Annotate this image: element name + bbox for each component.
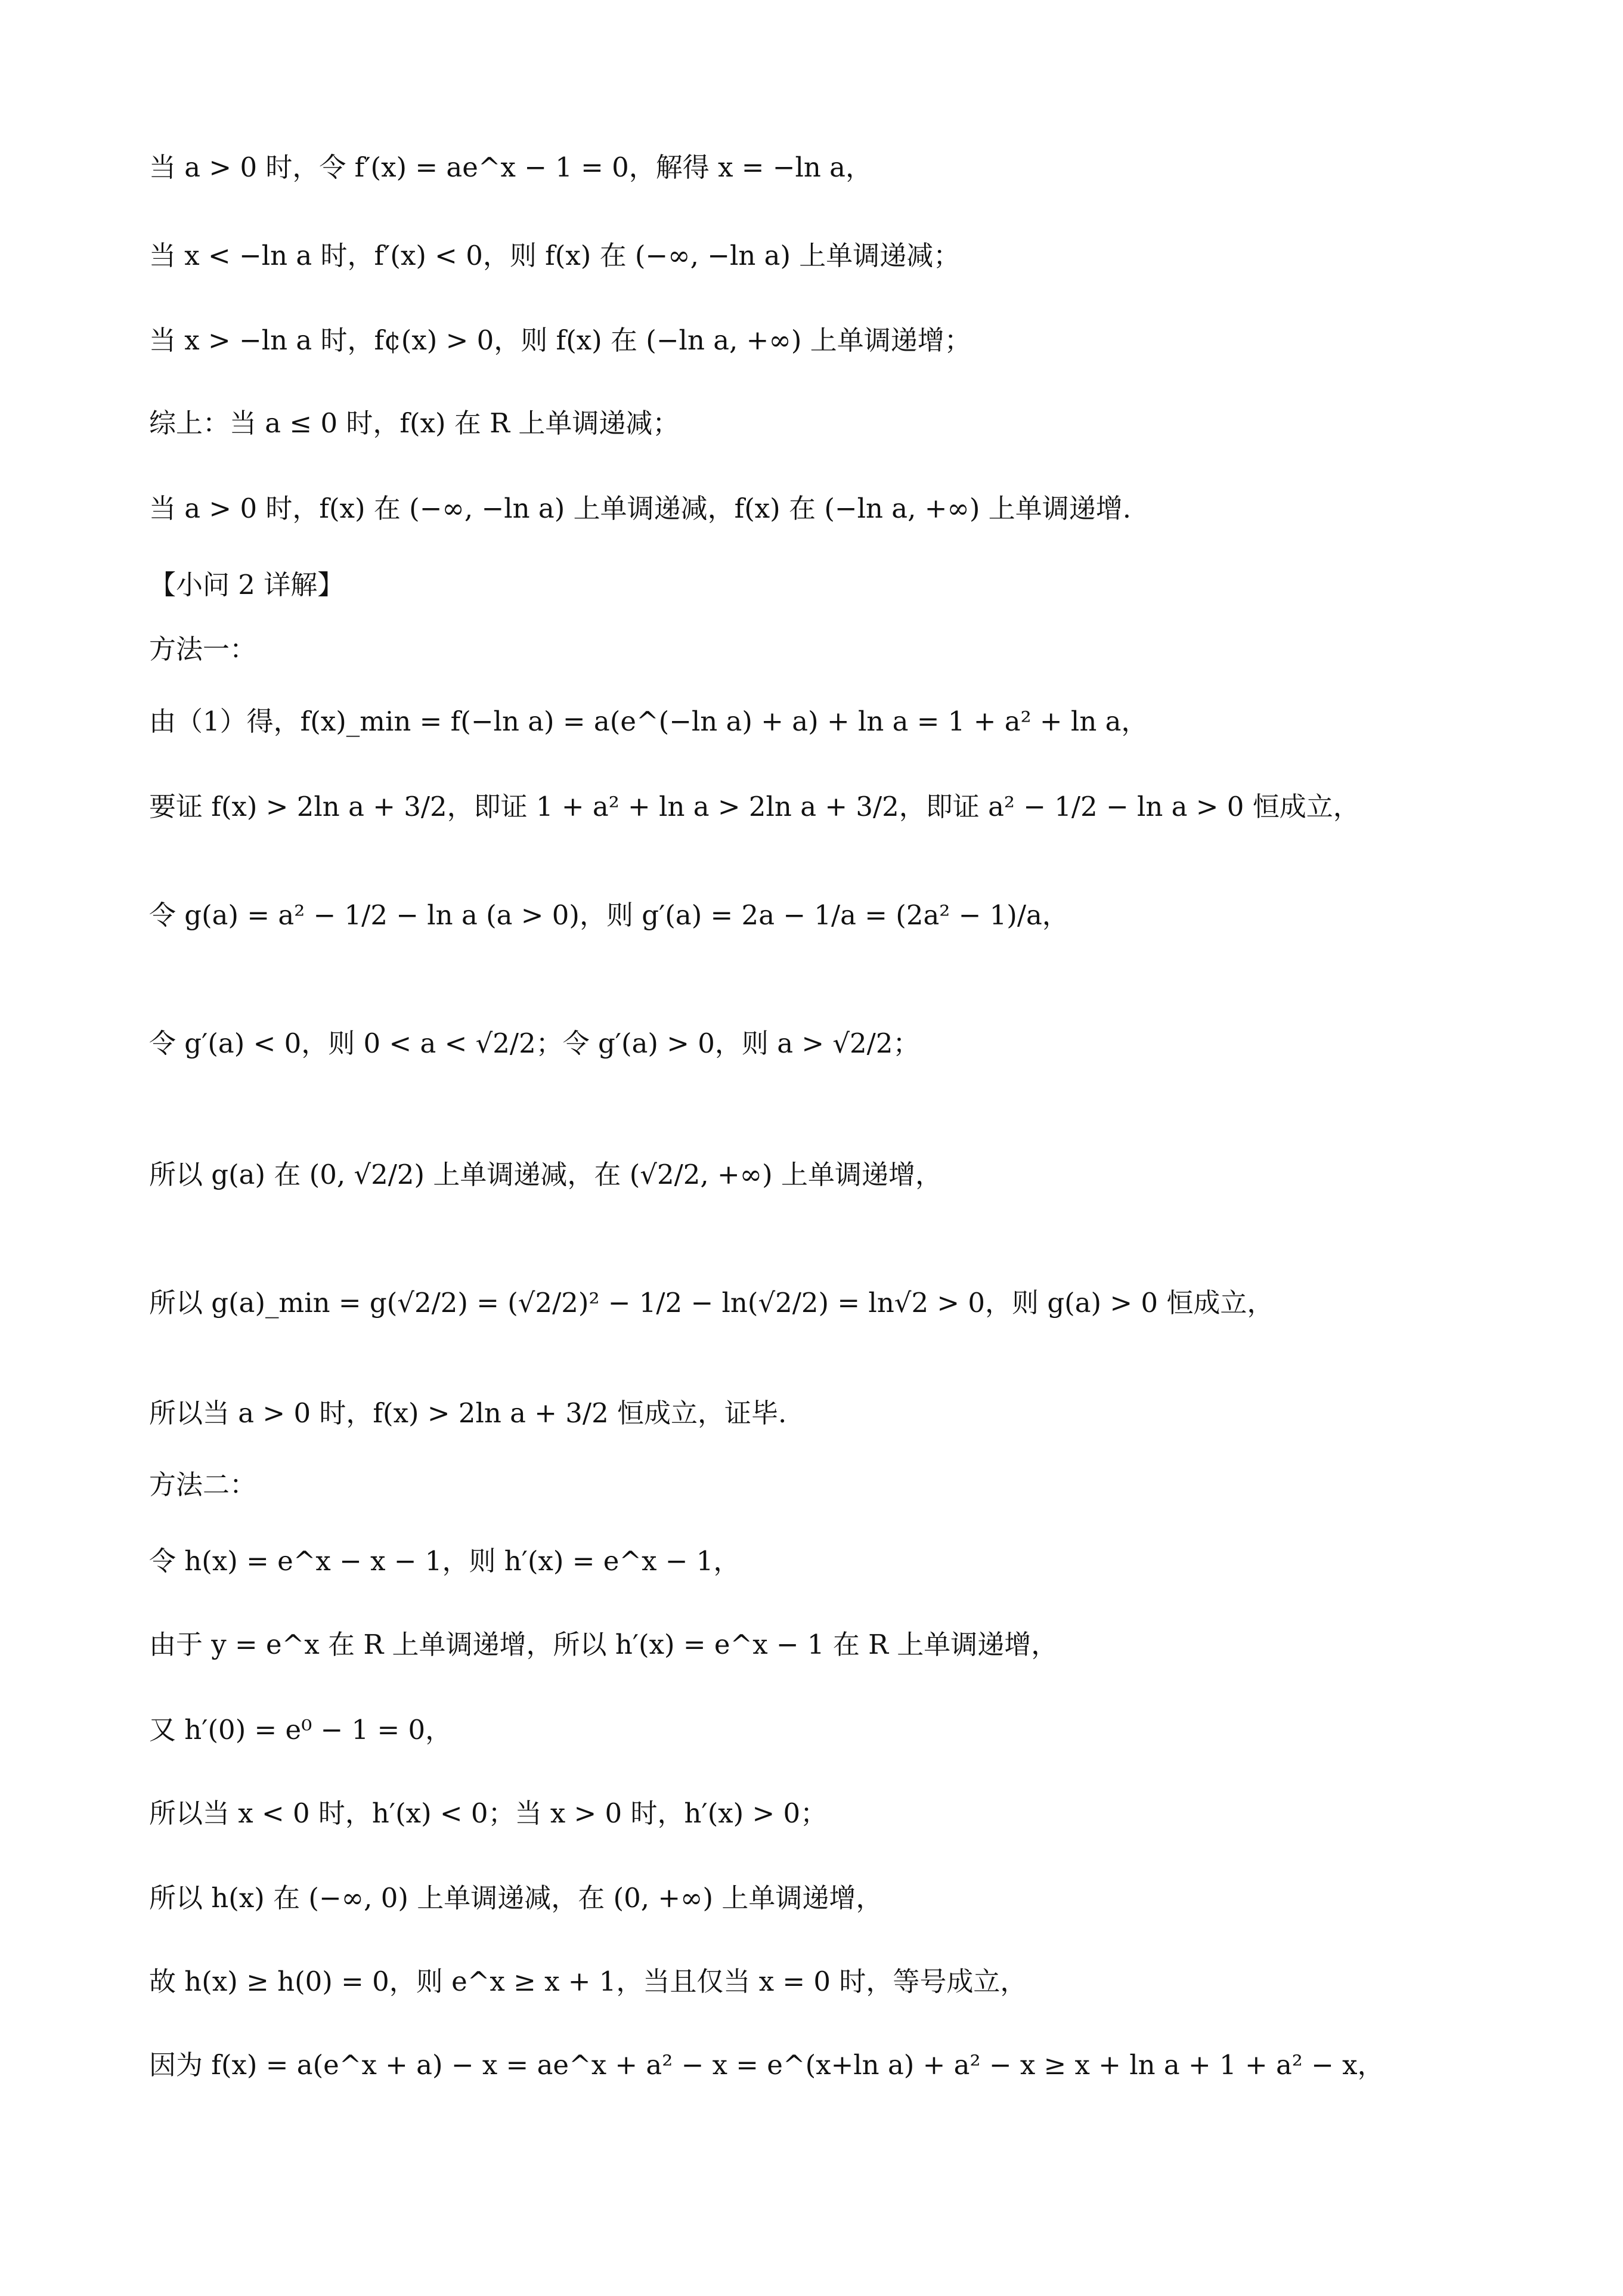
line-text: 由（1）得，f(x)_min = f(−ln a) = a(e^(−ln a) + a) + ln a = 1 + a² + ln a， — [149, 705, 1148, 737]
text-line — [149, 1030, 1534, 1057]
line-text: 当 a > 0 时，令 f′(x) = ae^x − 1 = 0，解得 x = −ln a， — [149, 151, 873, 183]
line-text: 令 g(a) = a² − 1/2 − ln a (a > 0)，则 g′(a) = 2a − 1/a = (2a² − 1)/a， — [149, 899, 1069, 931]
line-text: 方法一： — [149, 633, 257, 665]
line-text: 所以当 x < 0 时，h′(x) < 0；当 x > 0 时，h′(x) > 0； — [149, 1797, 828, 1829]
line-text: 又 h′(0) = e⁰ − 1 = 0， — [149, 1714, 453, 1746]
text-line — [149, 899, 1534, 931]
line-text: 【小问 2 详解】 — [149, 569, 345, 601]
text-line — [149, 324, 1534, 356]
line-text: 令 h(x) = e^x − x − 1，则 h′(x) = e^x − 1， — [149, 1545, 741, 1577]
text-line — [149, 242, 1534, 269]
line-text: 所以当 a > 0 时，f(x) > 2ln a + 3/2 恒成立，证毕. — [149, 1397, 787, 1429]
line-text: 当 a > 0 时，f(x) 在 (−∞, −ln a) 上单调递减，f(x) 在 (−ln a, +∞) 上单调递增. — [149, 493, 1132, 524]
line-text: 因为 f(x) = a(e^x + a) − x = ae^x + a² − x = e^(x+ln a) + a² − x ≥ x + ln a + 1 + a² − x， — [149, 2049, 1384, 2081]
text-line — [149, 793, 1534, 820]
line-text: 故 h(x) ≥ h(0) = 0，则 e^x ≥ x + 1，当且仅当 x = 0 时，等号成立， — [149, 1966, 1027, 1997]
text-line — [149, 1287, 1534, 1319]
text-line — [149, 407, 1534, 439]
text-line — [149, 1161, 1534, 1188]
section-heading — [149, 569, 1534, 601]
text-line — [149, 151, 1534, 183]
line-text: 当 x < −ln a 时，f′(x) < 0，则 f(x) 在 (−∞, −ln a) 上单调递减； — [149, 240, 961, 271]
line-text: 所以 h(x) 在 (−∞, 0) 上单调递减，在 (0, +∞) 上单调递增， — [149, 1882, 883, 1914]
text-line — [149, 1797, 1534, 1829]
text-line — [149, 495, 1534, 522]
text-line — [149, 1882, 1534, 1914]
method-heading — [149, 1471, 1534, 1498]
line-text: 方法二： — [149, 1469, 257, 1500]
line-text: 综上：当 a ≤ 0 时，f(x) 在 R 上单调递减； — [149, 407, 680, 439]
text-line — [149, 1968, 1534, 1995]
text-line — [149, 1545, 1534, 1577]
text-line — [149, 1397, 1534, 1429]
method-heading — [149, 633, 1534, 665]
line-text: 由于 y = e^x 在 R 上单调递增，所以 h′(x) = e^x − 1 在 R 上单调递增， — [149, 1629, 1058, 1660]
text-line — [149, 1631, 1534, 1658]
text-line — [149, 2049, 1534, 2081]
line-text: 所以 g(a)_min = g(√2/2) = (√2/2)² − 1/2 − ln(√2/2) = ln√2 > 0，则 g(a) > 0 恒成立， — [149, 1287, 1274, 1319]
line-text: 要证 f(x) > 2ln a + 3/2，即证 1 + a² + ln a > 2ln a + 3/2，即证 a² − 1/2 − ln a > 0 恒成立， — [149, 791, 1360, 822]
line-text: 所以 g(a) 在 (0, √2/2) 上单调递减，在 (√2/2, +∞) 上单调递增， — [149, 1159, 943, 1190]
line-text: 令 g′(a) < 0，则 0 < a < √2/2；令 g′(a) > 0，则 a > √2/2； — [149, 1028, 920, 1059]
text-line — [149, 1714, 1534, 1746]
text-line — [149, 705, 1534, 737]
line-text: 当 x > −ln a 时，f¢(x) > 0，则 f(x) 在 (−ln a, +∞) 上单调递增； — [149, 324, 971, 356]
